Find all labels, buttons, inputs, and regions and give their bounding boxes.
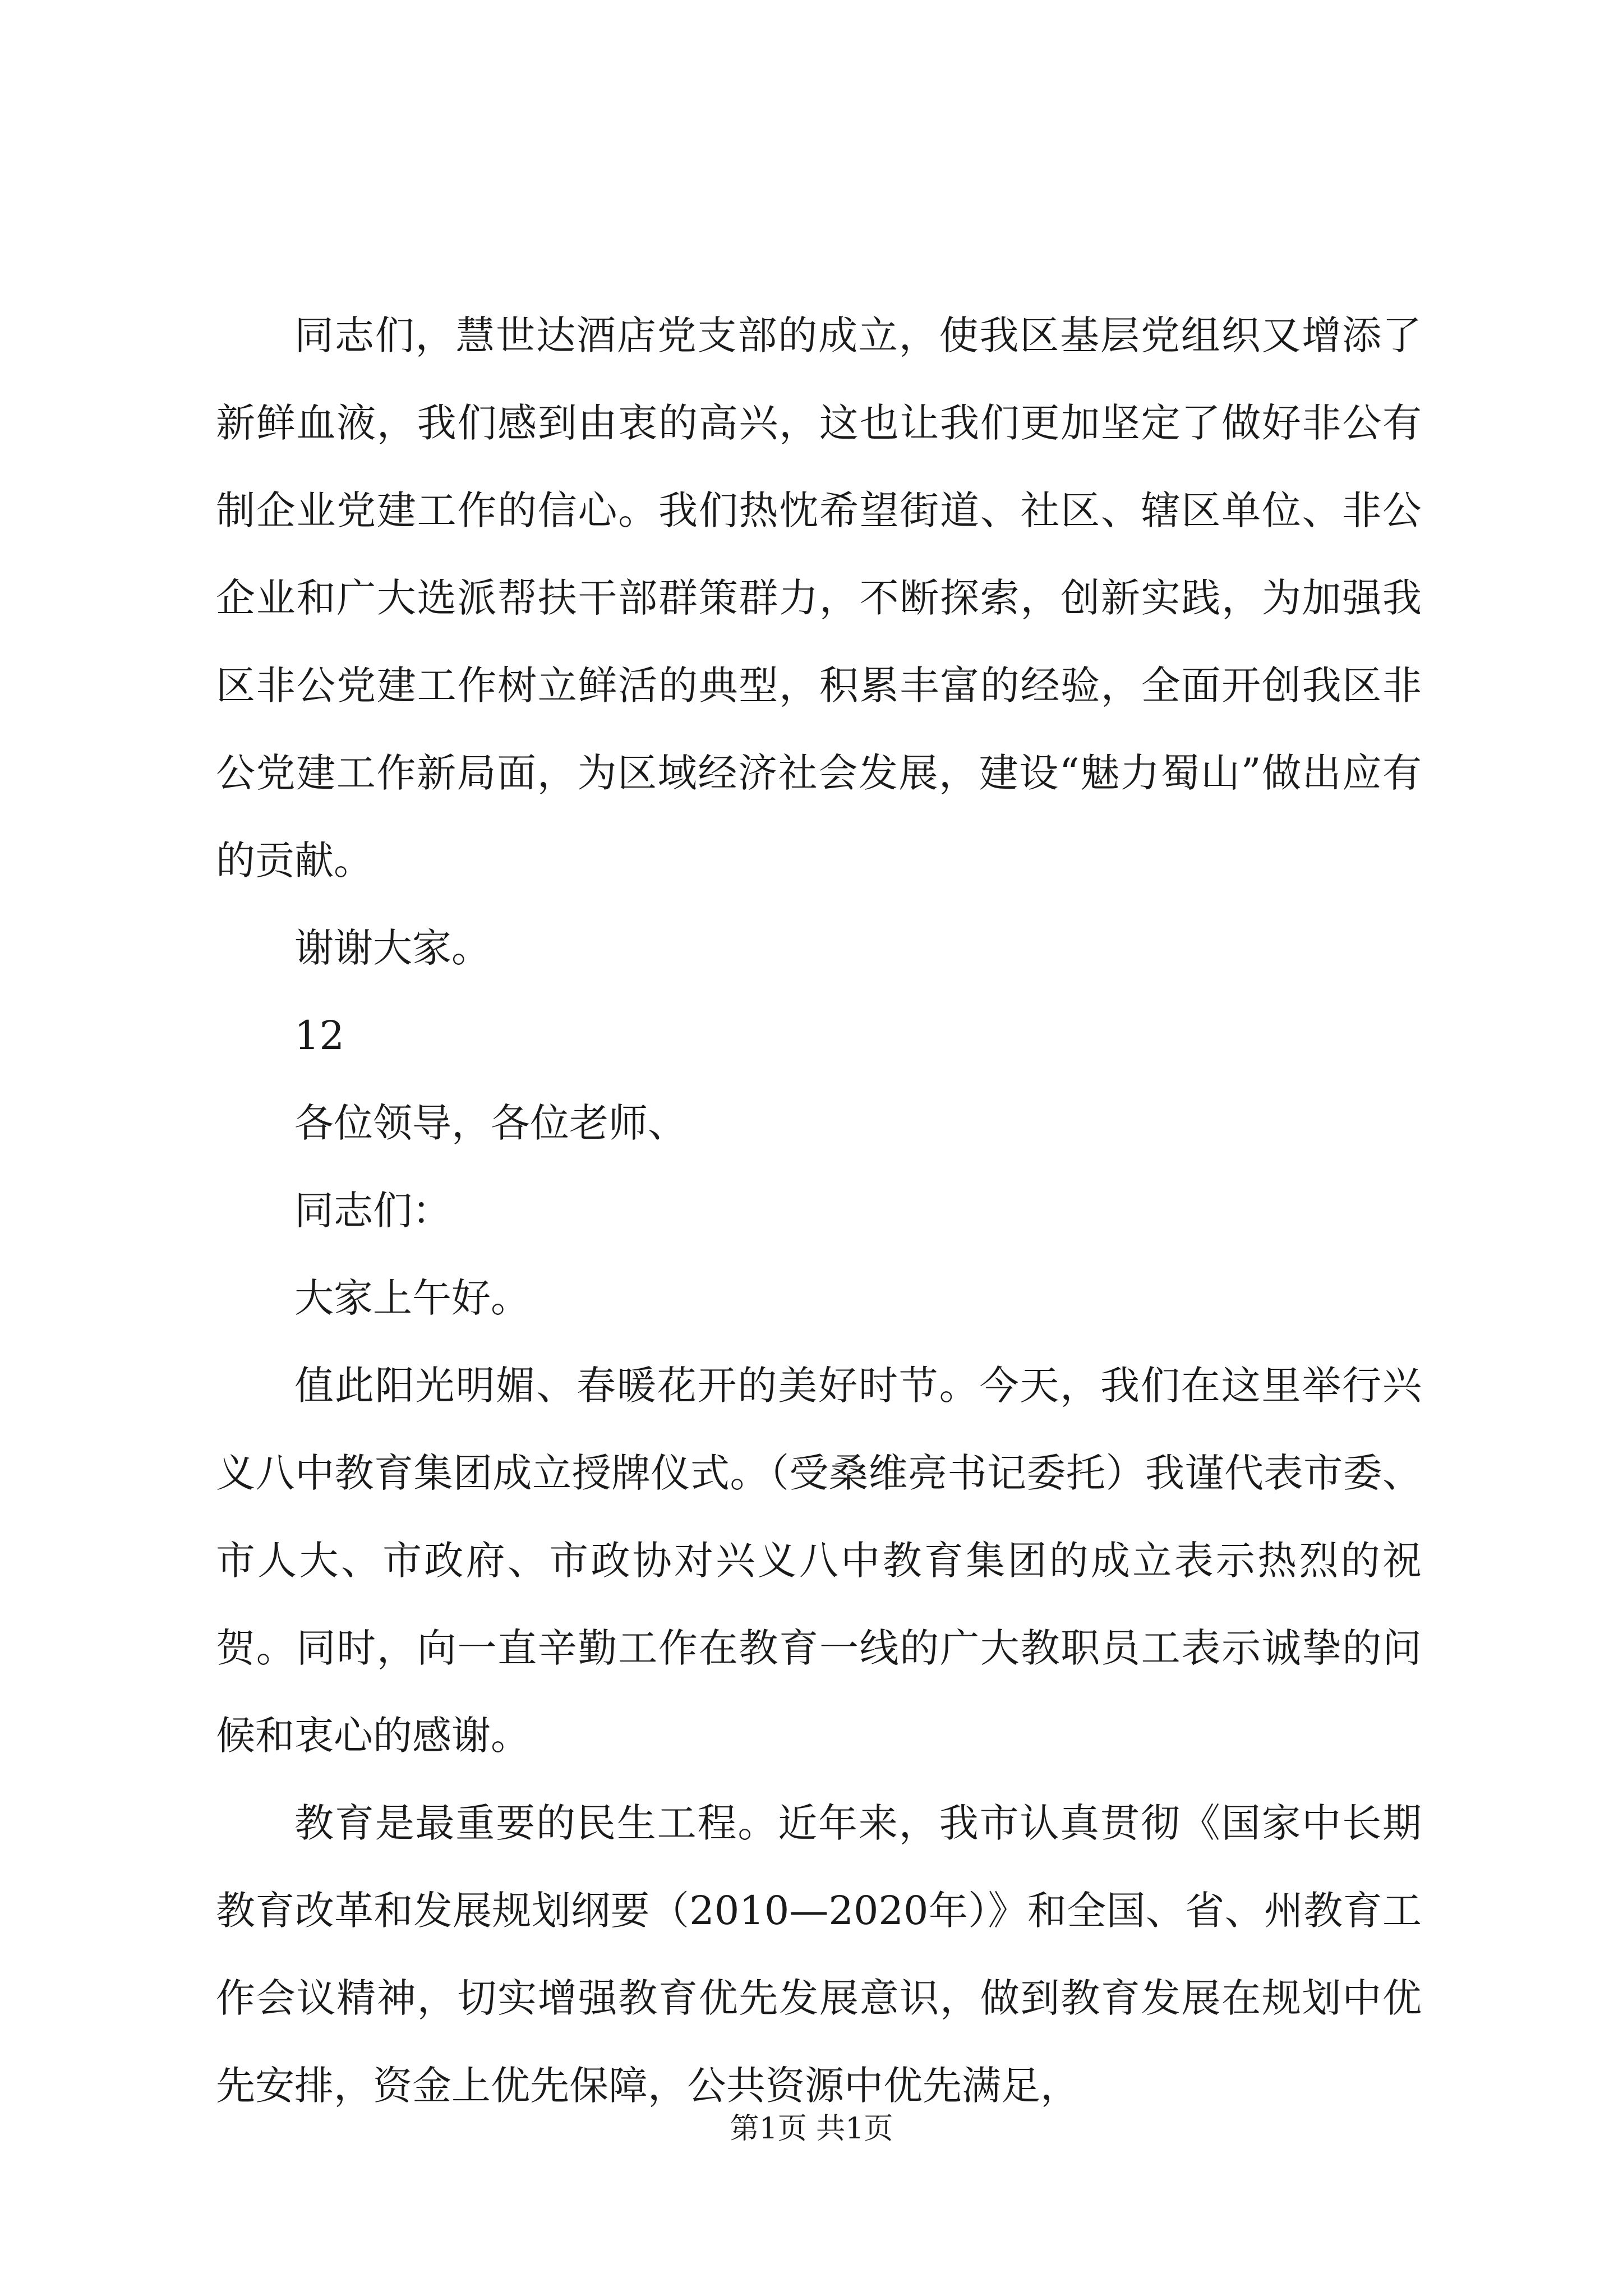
paragraph-thanks: 谢谢大家。 (294, 925, 491, 971)
paragraph-number: 12 (294, 1013, 345, 1059)
paragraph-closing-remarks: 同志们，慧世达酒店党支部的成立，使我区基层党组织又增添了新鲜血液，我们感到由衷的高兴，这也让我们更加坚定了做好非公有制企业党建工作的信心。我们热忱希望街道、社区、辖区单位、非公企业和广大选派帮扶干部群策群力，不断探索，创新实践，为加强我区非公党建工作树立鲜活的典型，积累丰富的经验，全面开创我区非公党建工作新局面，为区域经济社会发展，建设“魅力蜀山”做出应有的贡献。 (216, 312, 1422, 884)
paragraph-greeting: 大家上午好。 (294, 1275, 530, 1321)
page-footer: 第1页 共1页 (730, 2112, 893, 2146)
document-body (216, 292, 1422, 2129)
paragraph-education: 教育是最重要的民生工程。近年来，我市认真贯彻《国家中长期教育改革和发展规划纲要（2010—2020年）》和全国、省、州教育工作会议精神，切实增强教育优先发展意识，做到教育发展在规划中优先安排，资金上优先保障，公共资源中优先满足， (216, 1800, 1422, 2109)
paragraph-comrades: 同志们： (294, 1188, 451, 1234)
paragraph-salutation: 各位领导，各位老师、 (294, 1100, 687, 1146)
paragraph-ceremony: 值此阳光明媚、春暖花开的美好时节。今天，我们在这里举行兴义八中教育集团成立授牌仪式。（受桑维亮书记委托）我谨代表市委、市人大、市政府、市政协对兴义八中教育集团的成立表示热烈的祝贺。同时，向一直辛勤工作在教育一线的广大教职员工表示诚挚的问候和衷心的感谢。 (216, 1363, 1422, 1759)
